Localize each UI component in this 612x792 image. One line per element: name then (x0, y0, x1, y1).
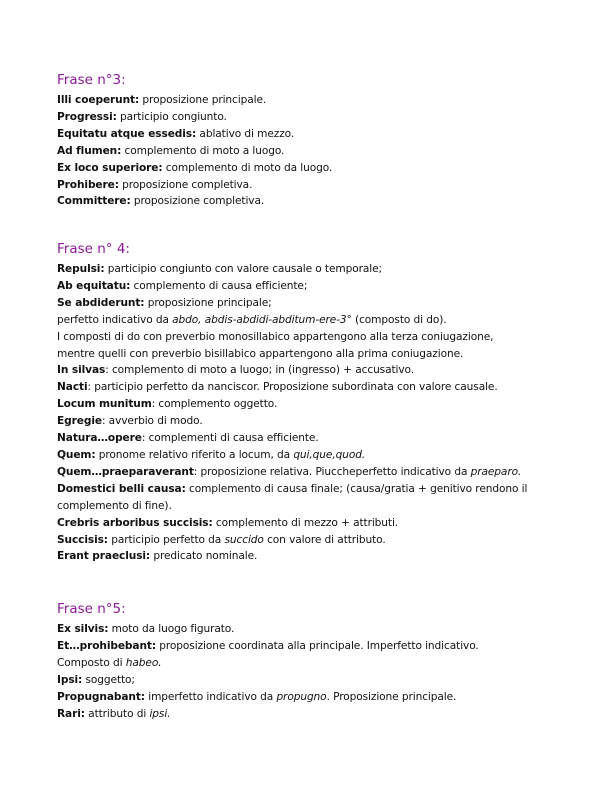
term-label: Ex silvis: (57, 623, 109, 635)
line-text: complemento di fine). (57, 499, 172, 512)
term-label: Committere: (57, 195, 131, 208)
term-label: Ipsi: (57, 673, 83, 686)
line-text: attributo di (84, 707, 150, 720)
line-text: proposizione principale; (144, 296, 272, 309)
term-label: Crebris arboribus succisis: (57, 516, 213, 529)
line-text: qui,que,quod. (293, 448, 366, 461)
line-text: praeparo. (470, 465, 522, 478)
section-body (57, 92, 332, 210)
text-line (57, 379, 527, 396)
line-text: ipsi. (149, 707, 171, 720)
term-label: Rari: (57, 707, 85, 720)
text-line (57, 160, 332, 177)
term-label: Repulsi: (57, 263, 105, 275)
text-line (57, 413, 527, 430)
section-title: Frase n°5: (57, 601, 126, 617)
term-label: In silvas (57, 364, 106, 377)
line-text: proposizione coordinata alla principale. Imperfetto indicativo. (156, 639, 479, 652)
text-line (57, 672, 479, 689)
line-text: Composto di (57, 656, 126, 669)
line-text: : participio perfetto da nanciscor. Proposizione subordinata con valore causale. (87, 381, 498, 394)
line-text: proposizione completiva. (118, 178, 253, 191)
term-label: Prohibere: (57, 178, 119, 191)
text-line (57, 193, 332, 210)
term-label: Equitatu atque essedis: (57, 127, 197, 140)
line-text: proposizione principale. (139, 94, 267, 106)
line-text: propugno (276, 690, 327, 703)
text-line (57, 638, 479, 655)
text-line (57, 498, 527, 515)
line-text: imperfetto indicativo da (144, 690, 277, 703)
line-text: succido (224, 533, 264, 546)
line-text: : complemento oggetto. (151, 398, 278, 411)
line-text: mentre quelli con preverbio bisillabico appartengono alla prima coniugazione. (57, 347, 464, 360)
term-label: Natura…opere (57, 432, 142, 445)
term-label: Et…prohibebant: (57, 639, 156, 652)
line-text: perfetto indicativo da (57, 313, 173, 326)
text-line (57, 177, 332, 194)
text-line (57, 548, 527, 565)
text-line (57, 126, 332, 143)
line-text: . Proposizione principale. (326, 690, 457, 703)
term-label: Succisis: (57, 533, 108, 546)
line-text: moto da luogo figurato. (108, 623, 235, 635)
line-text: abdo, abdis-abdidi-abditum-ere-3° (172, 313, 352, 326)
text-line (57, 329, 527, 346)
section-title: Frase n° 4: (57, 241, 130, 257)
term-label: Progressi: (57, 110, 117, 123)
text-line (57, 295, 527, 312)
text-line (57, 92, 332, 109)
line-text: : complementi di causa efficiente. (141, 432, 319, 445)
text-line (57, 689, 479, 706)
line-text: (composto di do). (351, 313, 447, 326)
line-text: complemento di causa efficiente; (130, 279, 308, 292)
term-label: Propugnabant: (57, 690, 145, 703)
text-line (57, 464, 527, 481)
text-line (57, 621, 479, 638)
text-line (57, 430, 527, 447)
term-label: Domestici belli causa: (57, 482, 186, 495)
section-title: Frase n°3: (57, 72, 126, 88)
line-text: proposizione completiva. (130, 195, 265, 208)
line-text: : proposizione relativa. Piuccheperfetto indicativo da (193, 465, 471, 478)
section-frase-5 (57, 601, 479, 722)
text-line (57, 655, 479, 672)
section-body (57, 621, 479, 722)
term-label: Illi coeperunt: (57, 94, 140, 106)
text-line (57, 706, 479, 723)
text-line (57, 362, 527, 379)
line-text: complemento di mezzo + attributi. (212, 516, 399, 529)
term-label: Ab equitatu: (57, 279, 131, 292)
text-line (57, 396, 527, 413)
text-line (57, 447, 527, 464)
text-line (57, 109, 332, 126)
term-label: Erant praeclusi: (57, 550, 151, 563)
line-text: pronome relativo riferito a locum, da (95, 448, 294, 461)
section-body (57, 261, 527, 565)
term-label: Ad flumen: (57, 144, 122, 157)
line-text: complemento di moto da luogo. (162, 161, 333, 174)
line-text: habeo. (125, 656, 162, 669)
line-text: participio congiunto con valore causale o temporale; (104, 263, 382, 275)
line-text: complemento di moto a luogo. (121, 144, 285, 157)
line-text: : avverbio di modo. (101, 415, 203, 428)
line-text: I composti di do con preverbio monosillabico appartengono alla terza coniugazione, (57, 330, 494, 343)
term-label: Quem…praeparaverant (57, 465, 194, 478)
text-line (57, 346, 527, 363)
text-line (57, 143, 332, 160)
text-line (57, 515, 527, 532)
section-frase-4 (57, 241, 527, 565)
text-line (57, 312, 527, 329)
term-label: Se abdiderunt: (57, 296, 145, 309)
term-label: Nacti (57, 381, 88, 394)
text-line (57, 481, 527, 498)
line-text: complemento di causa finale; (causa/gratia + genitivo rendono il (185, 482, 528, 495)
line-text: con valore di attributo. (263, 533, 386, 546)
line-text: soggetto; (82, 673, 135, 686)
term-label: Quem: (57, 448, 96, 461)
line-text: ablativo di mezzo. (196, 127, 295, 140)
line-text: participio congiunto. (116, 110, 227, 123)
text-line (57, 532, 527, 549)
section-frase-3 (57, 72, 332, 210)
term-label: Ex loco superiore: (57, 161, 163, 174)
line-text: predicato nominale. (150, 550, 258, 563)
text-line (57, 261, 527, 278)
term-label: Egregie (57, 415, 102, 428)
line-text: : complemento di moto a luogo; in (ingresso) + accusativo. (105, 364, 415, 377)
term-label: Locum munitum (57, 398, 152, 411)
line-text: participio perfetto da (107, 533, 225, 546)
text-line (57, 278, 527, 295)
